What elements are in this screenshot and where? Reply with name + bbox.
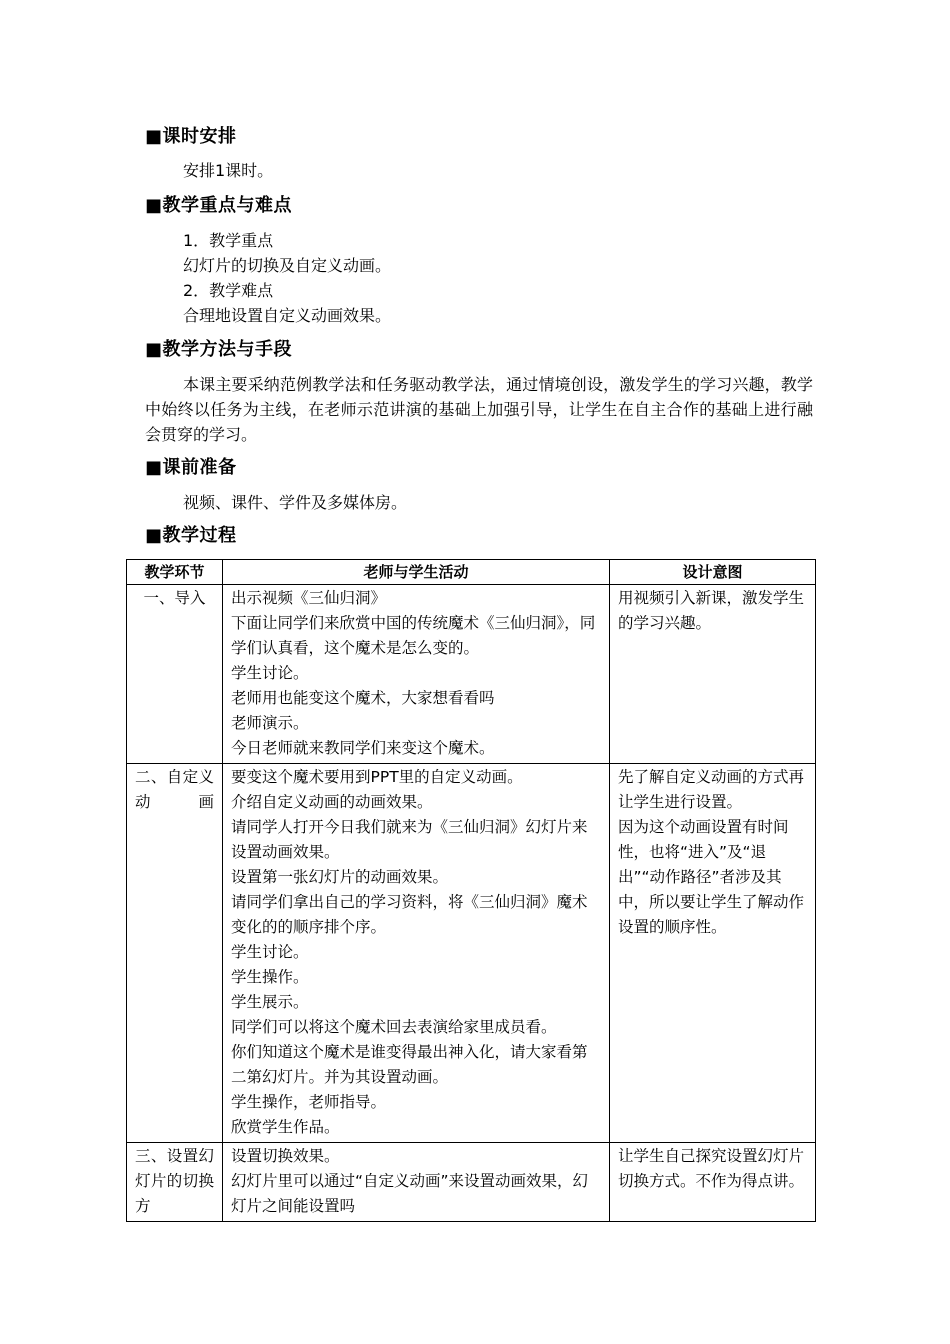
activity-line: 幻灯片里可以通过“自定义动画”来设置动画效果，幻灯片之间能设置吗 xyxy=(231,1172,589,1215)
activity-line: 要变这个魔术要用到PPT里的自定义动画。 xyxy=(231,768,523,786)
activity-line: 老师用也能变这个魔术，大家想看看吗 xyxy=(231,689,495,707)
activity-line: 设置第一张幻灯片的动画效果。 xyxy=(231,868,449,886)
activity-line: 同学们可以将这个魔术回去表演给家里成员看。 xyxy=(231,1018,557,1036)
activity-line: 学生操作，老师指导。 xyxy=(231,1093,387,1111)
keypoint-2-label: 2．教学难点 xyxy=(183,281,274,300)
preparation-heading: ■课前准备 xyxy=(145,457,237,478)
intent-cell xyxy=(610,764,816,1143)
activity-line: 学生讨论。 xyxy=(231,943,309,961)
activity-line: 出示视频《三仙归洞》 xyxy=(231,589,387,607)
intent-cell: 让学生自己探究设置幻灯片切换方式。不作为得点讲。 xyxy=(610,1143,816,1222)
keypoint-2-text: 合理地设置自定义动画效果。 xyxy=(183,306,392,325)
methods-text: 本课主要采纳范例教学法和任务驱动教学法，通过情境创设，激发学生的学习兴趣，教学中始终以任务为主线，在老师示范讲演的基础上加强引导，让学生在自主合作的基础上进行融会贯穿的学习。 xyxy=(145,375,813,444)
activity-line: 请同学们拿出自己的学习资料，将《三仙归洞》魔术变化的的顺序排个序。 xyxy=(231,893,588,936)
schedule-text: 安排1课时。 xyxy=(183,161,274,180)
teaching-process-table xyxy=(126,559,816,1222)
keypoints-heading: ■教学重点与难点 xyxy=(145,195,293,216)
intent-line: 因为这个动画设置有时间性，也将“进入”及“退出”“动作路径”者涉及其中，所以要让学生了解动作设置的顺序性。 xyxy=(618,818,805,936)
methods-heading: ■教学方法与手段 xyxy=(145,339,293,360)
activities-cell xyxy=(223,764,610,1143)
header-intent: 设计意图 xyxy=(610,560,816,585)
intent-line: 先了解自定义动画的方式再让学生进行设置。 xyxy=(618,768,805,811)
activity-line: 今日老师就来教同学们来变这个魔术。 xyxy=(231,739,495,757)
stage-cell: 一、导入 xyxy=(127,585,223,764)
header-stage: 教学环节 xyxy=(127,560,223,585)
intent-cell: 用视频引入新课，激发学生的学习兴趣。 xyxy=(610,585,816,764)
process-heading: ■教学过程 xyxy=(145,525,237,546)
activity-line: 老师演示。 xyxy=(231,714,309,732)
preparation-text: 视频、课件、学件及多媒体房。 xyxy=(183,493,408,512)
stage-cell: 二、自定义动画 xyxy=(127,764,223,1143)
table-row xyxy=(127,1143,816,1222)
table-row xyxy=(127,764,816,1143)
activity-line: 学生展示。 xyxy=(231,993,309,1011)
table-header-row xyxy=(127,560,816,585)
activity-line: 欣赏学生作品。 xyxy=(231,1118,340,1136)
stage-cell: 三、设置幻灯片的切换方 xyxy=(127,1143,223,1222)
activities-cell xyxy=(223,1143,610,1222)
activity-line: 学生操作。 xyxy=(231,968,309,986)
table-row xyxy=(127,585,816,764)
header-activities: 老师与学生活动 xyxy=(223,560,610,585)
keypoint-1-label: 1．教学重点 xyxy=(183,231,274,250)
activity-line: 你们知道这个魔术是谁变得最出神入化，请大家看第二第幻灯片。并为其设置动画。 xyxy=(231,1043,588,1086)
activity-line: 下面让同学们来欣赏中国的传统魔术《三仙归洞》，同学们认真看，这个魔术是怎么变的。 xyxy=(231,614,596,657)
activity-line: 设置切换效果。 xyxy=(231,1147,340,1165)
activity-line: 请同学人打开今日我们就来为《三仙归洞》幻灯片来设置动画效果。 xyxy=(231,818,588,861)
schedule-heading: ■课时安排 xyxy=(145,126,237,147)
activity-line: 学生讨论。 xyxy=(231,664,309,682)
activities-cell xyxy=(223,585,610,764)
keypoint-1-text: 幻灯片的切换及自定义动画。 xyxy=(183,256,392,275)
activity-line: 介绍自定义动画的动画效果。 xyxy=(231,793,433,811)
